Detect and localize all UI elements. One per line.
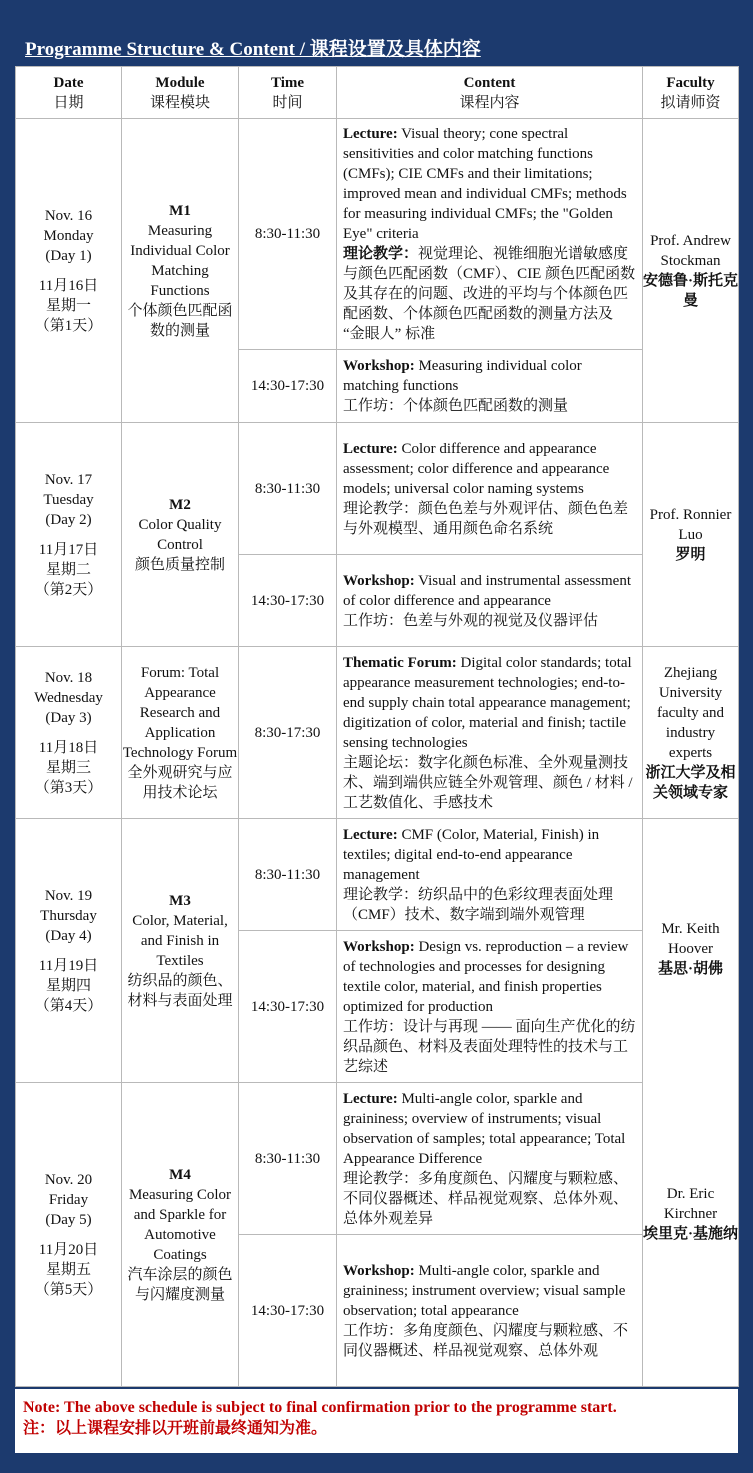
header-time: Time 时间 [239, 67, 337, 119]
date-cell: Nov. 19 Thursday (Day 4) 11月19日 星期四 （第4天） [16, 819, 122, 1083]
faculty-cell: Prof. Andrew Stockman 安德鲁·斯托克曼 [643, 119, 739, 423]
schedule-table-container [15, 66, 738, 1387]
table-row [16, 819, 739, 931]
date-cell: Nov. 17 Tuesday (Day 2) 11月17日 星期二 （第2天） [16, 423, 122, 647]
header-faculty: Faculty 拟请师资 [643, 67, 739, 119]
content-cell: Workshop: Design vs. reproduction – a review of technologies and processes for designing textile color, material, and finish properties optimized for production 工作坊：设计与再现 —— 面向生产优化的纺织品颜色、材料及表面处理特性的技术与工艺综述 [337, 931, 643, 1083]
time-cell: 14:30-17:30 [239, 931, 337, 1083]
module-cell: M3 Color, Material, and Finish in Textiles 纺织品的颜色、材料与表面处理 [122, 819, 239, 1083]
module-cell: M2 Color Quality Control 颜色质量控制 [122, 423, 239, 647]
header-content: Content 课程内容 [337, 67, 643, 119]
faculty-cell: Prof. Ronnier Luo 罗明 [643, 423, 739, 647]
time-cell: 8:30-11:30 [239, 819, 337, 931]
module-cell: M4 Measuring Color and Sparkle for Automotive Coatings 汽车涂层的颜色与闪耀度测量 [122, 1083, 239, 1387]
content-cell: Lecture: Color difference and appearance assessment; color difference and appearance models; universal color naming systems 理论教学：颜色色差与外观评估、颜色色差与外观模型、通用颜色命名系统 [337, 423, 643, 555]
faculty-cell: Mr. Keith Hoover 基思·胡佛 Dr. Eric Kirchner 埃里克·基施纳 [643, 819, 739, 1387]
faculty-cell: Zhejiang University faculty and industry experts 浙江大学及相关领域专家 [643, 647, 739, 819]
content-cell: Workshop: Multi-angle color, sparkle and graininess; instrument overview; visual sample observation; total appearance 工作坊：多角度颜色、闪耀度与颗粒感、不同仪器概述、样品视觉观察、总体外观 [337, 1235, 643, 1387]
table-row [16, 647, 739, 819]
module-cell: M1 Measuring Individual Color Matching Functions 个体颜色匹配函数的测量 [122, 119, 239, 423]
schedule-note [15, 1387, 738, 1453]
page-title: Programme Structure & Content / 课程设置及具体内容 [25, 39, 481, 60]
content-cell: Lecture: CMF (Color, Material, Finish) in textiles; digital end-to-end appearance management 理论教学：纺织品中的色彩纹理表面处理（CMF）技术、数字端到端外观管理 [337, 819, 643, 931]
time-cell: 8:30-11:30 [239, 119, 337, 350]
time-cell: 8:30-11:30 [239, 1083, 337, 1235]
note-english: Note: The above schedule is subject to final confirmation prior to the programme start. [23, 1399, 617, 1416]
header-module: Module 课程模块 [122, 67, 239, 119]
date-cell: Nov. 16 Monday (Day 1) 11月16日 星期一 （第1天） [16, 119, 122, 423]
time-cell: 14:30-17:30 [239, 350, 337, 423]
content-cell: Thematic Forum: Digital color standards; total appearance measurement technologies; end-to-end supply chain total appearance management; digitization of color, material and finish; tactile sensing technologies 主题论坛：数字化颜色标准、全外观量测技术、端到端供应链全外观管理、颜色 / 材料 / 工艺数值化、手感技术 [337, 647, 643, 819]
content-cell: Lecture: Visual theory; cone spectral sensitivities and color matching functions (CMFs); CIE CMFs and their limitations; improved mean and individual CMFs; methods for measuring individual CMFs; the "Golden Eye" criteria 理论教学：视觉理论、视锥细胞光谱敏感度与颜色匹配函数（CMF）、CIE 颜色匹配函数及其存在的问题、改进的平均与个体颜色匹配函数、个体颜色匹配函数的测量方法及 “金眼人” 标准 [337, 119, 643, 350]
date-cell: Nov. 20 Friday (Day 5) 11月20日 星期五 （第5天） [16, 1083, 122, 1387]
note-chinese: 注：以上课程安排以开班前最终通知为准。 [23, 1420, 328, 1437]
table-row [16, 119, 739, 350]
time-cell: 14:30-17:30 [239, 1235, 337, 1387]
table-row [16, 423, 739, 555]
header-date: Date 日期 [16, 67, 122, 119]
table-row [16, 1083, 739, 1235]
content-cell: Workshop: Visual and instrumental assessment of color difference and appearance 工作坊：色差与外观的视觉及仪器评估 [337, 555, 643, 647]
schedule-table [15, 66, 739, 1387]
module-cell: Forum: Total Appearance Research and Application Technology Forum 全外观研究与应用技术论坛 [122, 647, 239, 819]
time-cell: 14:30-17:30 [239, 555, 337, 647]
content-cell: Lecture: Multi-angle color, sparkle and graininess; overview of instruments; visual observation of samples; total appearance; Total Appearance Difference 理论教学：多角度颜色、闪耀度与颗粒感、不同仪器概述、样品视觉观察、总体外观、总体外观差异 [337, 1083, 643, 1235]
time-cell: 8:30-17:30 [239, 647, 337, 819]
time-cell: 8:30-11:30 [239, 423, 337, 555]
content-cell: Workshop: Measuring individual color matching functions 工作坊：个体颜色匹配函数的测量 [337, 350, 643, 423]
date-cell: Nov. 18 Wednesday (Day 3) 11月18日 星期三 （第3天） [16, 647, 122, 819]
header-row [16, 67, 739, 119]
